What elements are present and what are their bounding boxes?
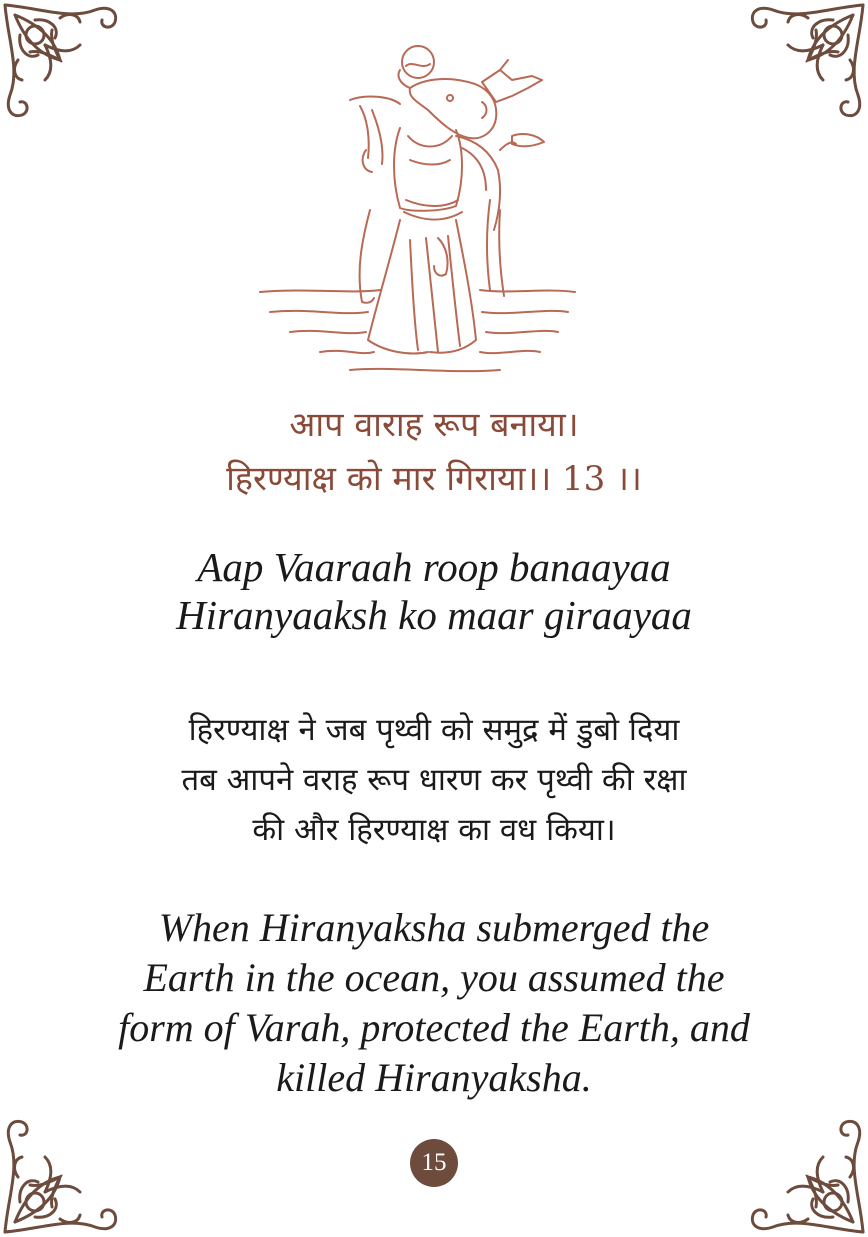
meaning-hindi — [0, 705, 868, 855]
english-meaning-line-2: Earth in the ocean, you assumed the — [143, 955, 725, 1000]
hindi-meaning-line-2: तब आपने वराह रूप धारण कर पृथ्वी की रक्षा — [181, 762, 687, 798]
corner-ornament-top-right-icon — [743, 0, 868, 125]
corner-ornament-top-left-icon — [0, 0, 125, 125]
transliteration-line-1: Aap Vaaraah roop banaayaa — [197, 544, 671, 590]
page-number-badge: 15 — [410, 1139, 458, 1187]
verse-transliteration — [0, 543, 868, 639]
meaning-english — [0, 903, 868, 1103]
english-meaning-line-3: form of Varah, protected the Earth, and — [118, 1005, 750, 1050]
english-meaning-line-1: When Hiranyaksha submerged the — [158, 905, 710, 950]
varaha-avatar-illustration-icon — [250, 40, 585, 385]
verse-line-1: आप वाराह रूप बनाया। — [289, 405, 579, 445]
verse-line-2: हिरण्याक्ष को मार गिराया।। 13 ।। — [226, 459, 642, 499]
hindi-meaning-line-1: हिरण्याक्ष ने जब पृथ्वी को समुद्र में डुबो दिया — [188, 712, 680, 748]
english-meaning-line-4: killed Hiranyaksha. — [276, 1055, 592, 1100]
corner-ornament-bottom-left-icon — [0, 1112, 125, 1237]
transliteration-line-2: Hiranyaaksh ko maar giraayaa — [176, 592, 692, 638]
hindi-meaning-line-3: की और हिरण्याक्ष का वध किया। — [252, 812, 616, 848]
corner-ornament-bottom-right-icon — [743, 1112, 868, 1237]
verse-hindi — [0, 398, 868, 506]
